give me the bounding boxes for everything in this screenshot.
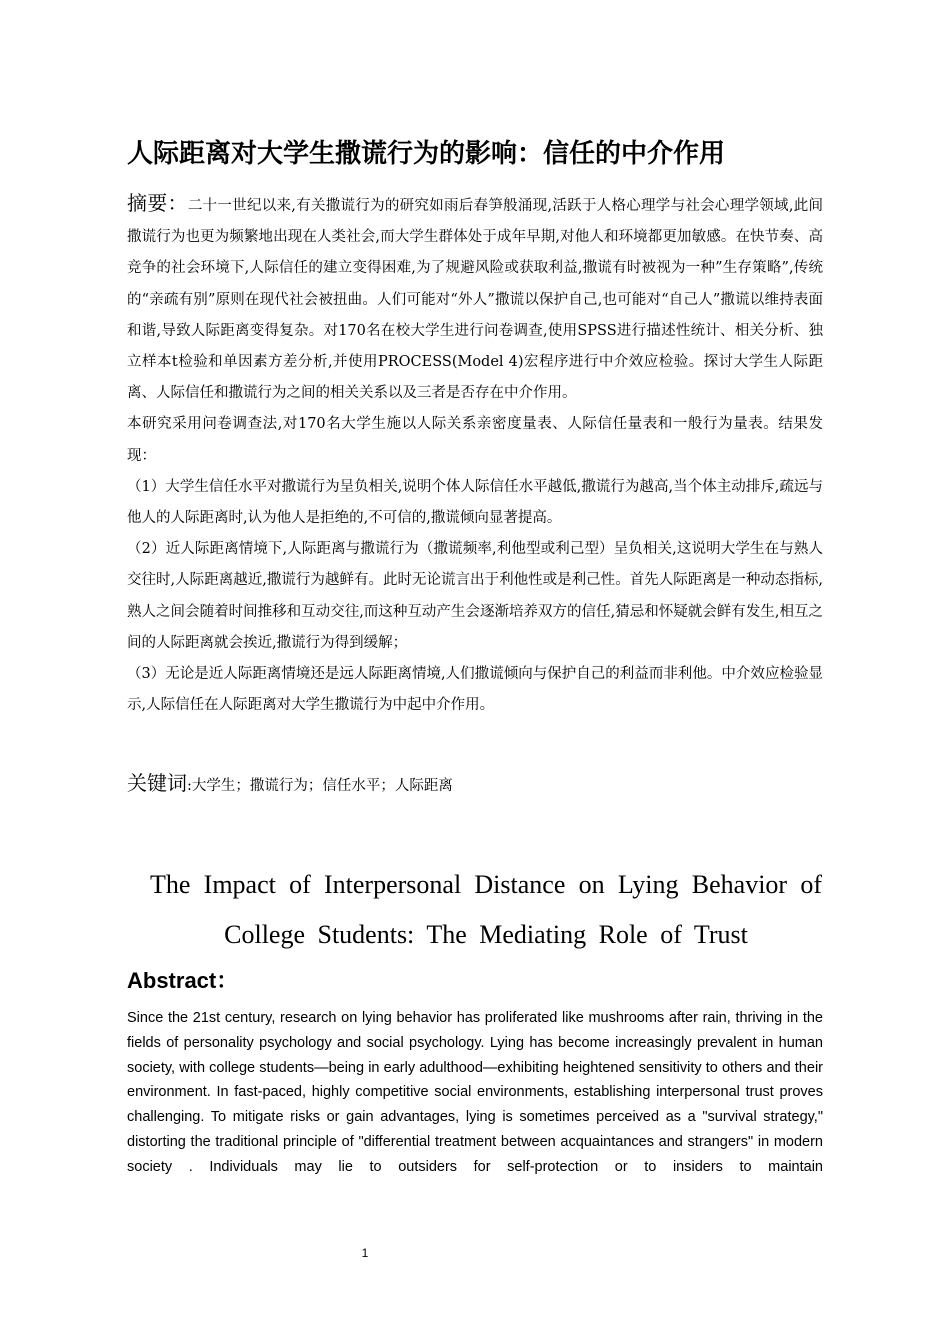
english-title [150,860,822,960]
english-title-line: College Students: The Mediating Role of Trust [224,920,748,949]
english-abstract-text: Since the 21st century, research on lying behavior has proliferated like mushrooms after rain, thriving in the fields of personality psychology and social psychology. Lying has become increasingly prevalent in human society, with college students—being in early adulthood—exhibiting heightened sensitivity to others and their environment. In fast-paced, highly competitive social environments, establishing interpersonal trust proves challenging. To mitigate risks or gain advantages, lying is sometimes perceived as a "survival strategy," distorting the traditional principle of "differential treatment between acquaintances and strangers" in modern society . Individuals may lie to outsiders for self-protection or to insiders to maintain [127,1010,823,1175]
abstract-paragraph: （3）无论是近人际距离情境还是远人际距离情境,人们撒谎倾向与保护自己的利益而非利他。中介效应检验显示,人际信任在人际距离对大学生撒谎行为中起中介作用。 [127,666,823,714]
english-abstract-label: Abstract： [127,968,239,993]
chinese-abstract [127,188,823,721]
keywords-separator: : [187,778,192,794]
keywords-label: 关键词 [127,771,187,795]
keywords-text: 大学生；撒谎行为；信任水平；人际距离 [191,778,453,794]
abstract-paragraph [127,188,823,409]
abstract-paragraph: 本研究采用问卷调查法,对170名大学生施以人际关系亲密度量表、人际信任量表和一般行为量表。结果发现： [127,416,823,464]
page-number: 1 [361,1246,369,1260]
abstract-text: 二十一世纪以来,有关撒谎行为的研究如雨后春笋般涌现,活跃于人格心理学与社会心理学领域,此间撒谎行为也更为频繁地出现在人类社会,而大学生群体处于成年早期,对他人和环境都更加敏感。在快节奏、高竞争的社会环境下,人际信任的建立变得困难,为了规避风险或获取利益,撒谎有时被视为一种”生存策略”,传统的“亲疏有别”原则在现代社会被扭曲。人们可能对“外人”撒谎以保护自己,也可能对“自己人”撒谎以维持表面和谐,导致人际距离变得复杂。对170名在校大学生进行问卷调查,使用SPSS进行描述性统计、相关分析、独立样本t检验和单因素方差分析,并使用PROCESS(Model 4)宏程序进行中介效应检验。探讨大学生人际距离、人际信任和撒谎行为之间的相关关系以及三者是否存在中介作用。 [127,198,823,402]
keywords [127,768,823,801]
abstract-paragraph: （1）大学生信任水平对撒谎行为呈负相关,说明个体人际信任水平越低,撒谎行为越高,当个体主动排斥,疏远与他人的人际距离时,认为他人是拒绝的,不可信的,撒谎倾向显著提高。 [127,478,823,527]
chinese-title: 人际距离对大学生撒谎行为的影响：信任的中介作用 [127,139,726,169]
english-title-line: The Impact of Interpersonal Distance on Lying Behavior of [150,870,822,899]
abstract-paragraph: （2）近人际距离情境下,人际距离与撒谎行为（撒谎频率,利他型或利己型）呈负相关,这说明大学生在与熟人交往时,人际距离越近,撒谎行为越鲜有。此时无论谎言出于利他性或是利己性。首先人际距离是一种动态指标,熟人之间会随着时间推移和互动交往,而这种互动产生会逐渐培养双方的信任,猜忌和怀疑就会鲜有发生,相互之间的人际距离就会挨近,撒谎行为得到缓解； [127,541,823,651]
abstract-label: 摘要： [127,191,188,215]
